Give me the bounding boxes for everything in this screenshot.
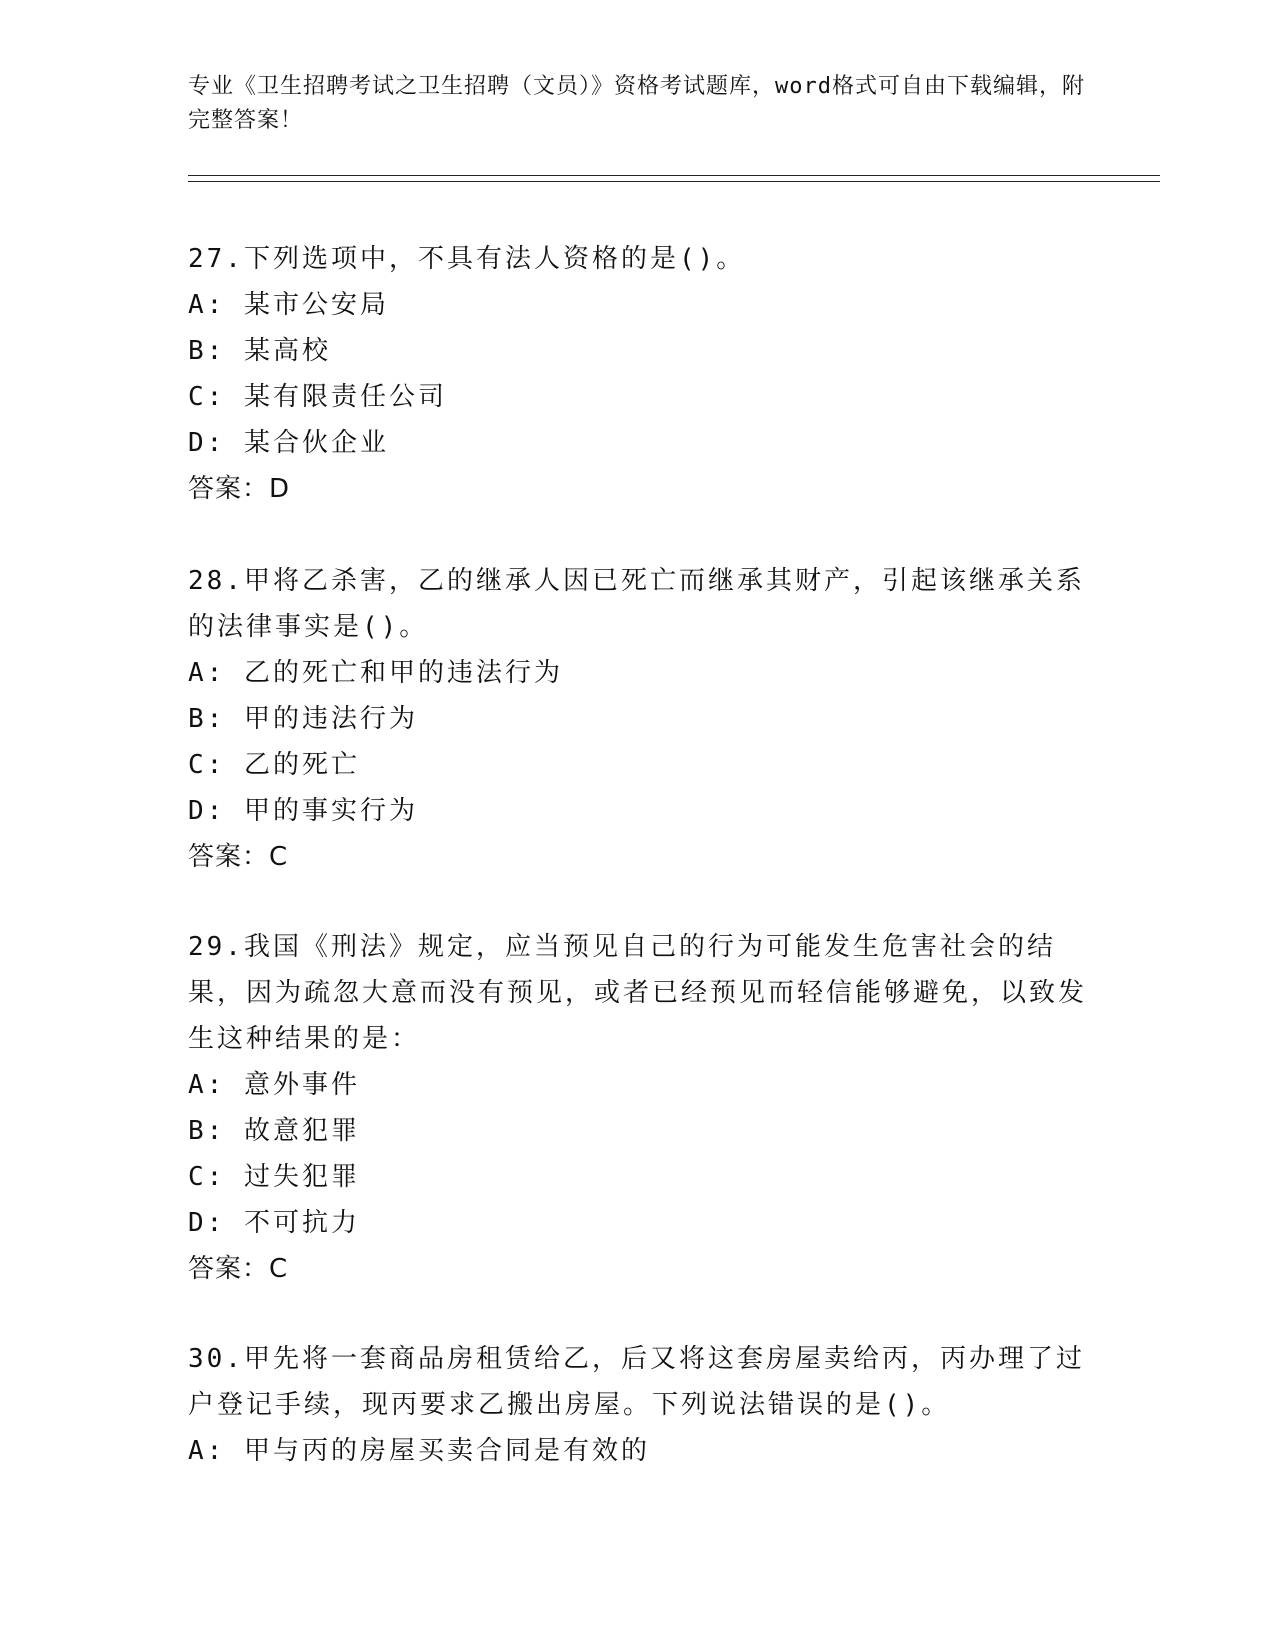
question-28 xyxy=(188,558,1088,880)
option-c: C: 某有限责任公司 xyxy=(188,382,447,412)
option-b: B: 某高校 xyxy=(188,336,331,366)
question-29 xyxy=(188,924,1088,1292)
header-divider-bottom xyxy=(188,181,1160,182)
question-30 xyxy=(188,1336,1088,1474)
option-c: C: 乙的死亡 xyxy=(188,750,360,780)
question-text: 27.下列选项中，不具有法人资格的是()。 xyxy=(188,244,746,274)
answer: 答案：D xyxy=(188,474,291,504)
question-text: 28.甲将乙杀害，乙的继承人因已死亡而继承其财产，引起该继承关系的法律事实是()。 xyxy=(188,566,1085,642)
document-header: 专业《卫生招聘考试之卫生招聘（文员）》资格考试题库，word格式可自由下载编辑，附完整答案！ xyxy=(188,74,1085,133)
option-d: D: 某合伙企业 xyxy=(188,428,389,458)
header-divider-top xyxy=(188,175,1160,176)
question-text: 30.甲先将一套商品房租赁给乙，后又将这套房屋卖给丙，丙办理了过户登记手续，现丙要求乙搬出房屋。下列说法错误的是()。 xyxy=(188,1344,1085,1420)
question-text: 29.我国《刑法》规定，应当预见自己的行为可能发生危害社会的结果，因为疏忽大意而没有预见，或者已经预见而轻信能够避免，以致发生这种结果的是： xyxy=(188,932,1088,1054)
answer: 答案：C xyxy=(188,842,289,872)
option-a: A: 甲与丙的房屋买卖合同是有效的 xyxy=(188,1436,650,1466)
question-27 xyxy=(188,236,1088,512)
option-d: D: 甲的事实行为 xyxy=(188,796,418,826)
option-c: C: 过失犯罪 xyxy=(188,1162,360,1192)
option-a: A: 乙的死亡和甲的违法行为 xyxy=(188,658,563,688)
option-d: D: 不可抗力 xyxy=(188,1208,360,1238)
option-a: A: 某市公安局 xyxy=(188,290,389,320)
answer: 答案：C xyxy=(188,1254,289,1284)
option-b: B: 故意犯罪 xyxy=(188,1116,360,1146)
option-a: A: 意外事件 xyxy=(188,1070,360,1100)
option-b: B: 甲的违法行为 xyxy=(188,704,418,734)
